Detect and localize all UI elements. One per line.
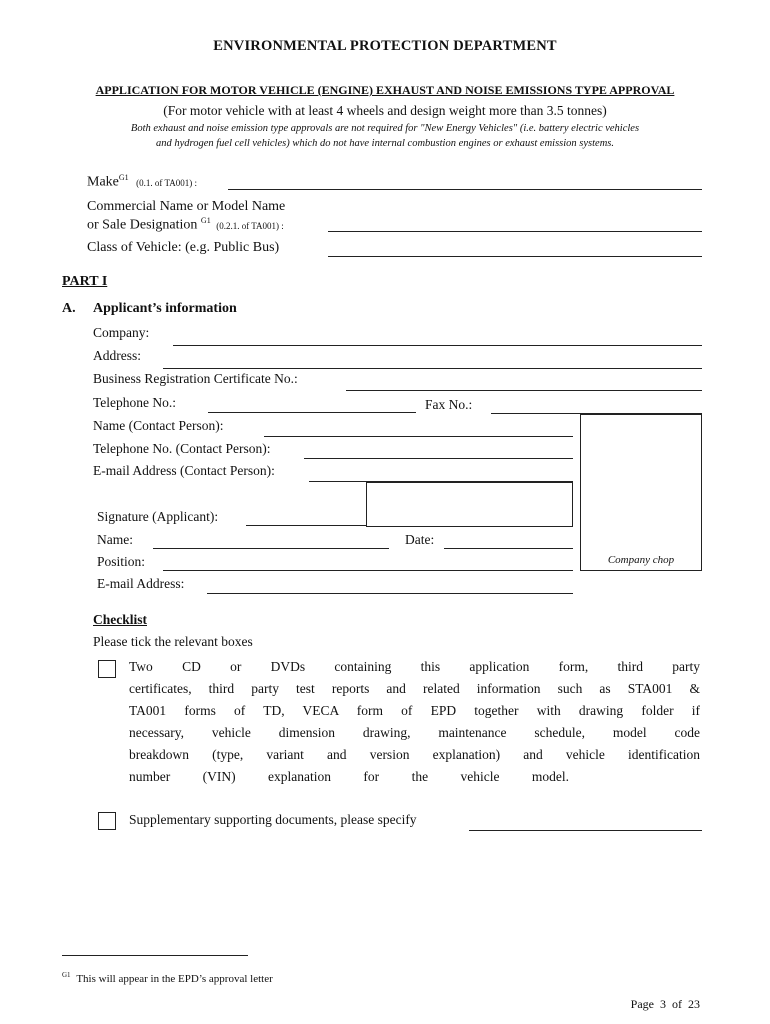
checklist-instruction: Please tick the relevant boxes [93, 634, 253, 649]
name-label: Name: [97, 532, 133, 547]
checklist-item1-line4: necessary, vehicle dimension drawing, maintenance schedule, model code [129, 725, 700, 740]
commercial-label-line1: Commercial Name or Model Name [87, 199, 286, 214]
contact-name-field[interactable] [264, 436, 573, 437]
commercial-ref: (0.2.1. of TA001) : [216, 220, 284, 231]
signature-field[interactable] [246, 525, 367, 526]
checklist-item1-line3: TA001 forms of TD, VECA form of EPD together with drawing folder if [129, 703, 700, 718]
date-field[interactable] [444, 548, 573, 549]
fax-label: Fax No.: [425, 397, 473, 412]
contact-name-label: Name (Contact Person): [93, 418, 224, 433]
department-title: ENVIRONMENTAL PROTECTION DEPARTMENT [213, 38, 557, 54]
brc-label: Business Registration Certificate No.: [93, 371, 298, 386]
part-title: PART I [62, 274, 108, 289]
telephone-label: Telephone No.: [93, 395, 177, 410]
checkbox-cd-dvd[interactable] [98, 660, 116, 678]
commercial-label-text: or Sale Designation [87, 217, 198, 233]
telephone-field[interactable] [208, 412, 416, 413]
email-field[interactable] [207, 593, 573, 594]
make-label [87, 173, 197, 191]
scope-text: (For motor vehicle with at least 4 wheels and design weight more than 3.5 tonnes) [163, 103, 607, 118]
footnote [62, 971, 273, 985]
class-field[interactable] [328, 256, 702, 257]
exemption-note-line1: Both exhaust and noise emission type approvals are not required for "New Energy Vehicles" (i.e. battery electric vehicles [130, 123, 640, 134]
footnote-separator [62, 955, 248, 956]
name-field[interactable] [153, 548, 389, 549]
address-field[interactable] [163, 368, 702, 369]
class-label: Class of Vehicle: (e.g. Public Bus) [87, 240, 280, 255]
page-number: Page 3 of 23 [630, 997, 700, 1011]
position-field[interactable] [163, 570, 573, 571]
footnote-sup: G1 [62, 971, 71, 979]
section-letter: A. [62, 301, 76, 316]
position-label: Position: [97, 554, 146, 569]
supplementary-field[interactable] [469, 830, 702, 831]
make-field[interactable] [228, 189, 702, 190]
make-label-text: Make [87, 174, 119, 190]
contact-tel-field[interactable] [304, 458, 573, 459]
checklist-item2: Supplementary supporting documents, please specify [129, 812, 417, 827]
checklist-item1-line1: Two CD or DVDs containing this application form, third party [129, 659, 700, 674]
signature-label: Signature (Applicant): [97, 509, 219, 524]
contact-email-label: E-mail Address (Contact Person): [93, 463, 275, 478]
footnote-text: This will appear in the EPD’s approval letter [76, 972, 273, 985]
company-field[interactable] [173, 345, 702, 346]
section-title: Applicant’s information [93, 301, 237, 316]
contact-tel-label: Telephone No. (Contact Person): [93, 441, 271, 456]
checkbox-supplementary[interactable] [98, 812, 116, 830]
checklist-item1-line6: number (VIN) explanation for the vehicle model. [129, 769, 569, 784]
commercial-label-line2 [87, 216, 284, 234]
commercial-sup: G1 [200, 216, 211, 225]
date-label: Date: [405, 532, 435, 547]
email-label: E-mail Address: [97, 576, 185, 591]
make-sup: G1 [118, 173, 129, 182]
company-chop-label: Company chop [607, 554, 675, 566]
checklist-item1-line5: breakdown (type, variant and version explanation) and vehicle identification [129, 747, 700, 762]
application-title: APPLICATION FOR MOTOR VEHICLE (ENGINE) EXHAUST AND NOISE EMISSIONS TYPE APPROVAL [95, 83, 675, 97]
company-chop-box[interactable] [580, 414, 702, 571]
checklist-title: Checklist [93, 612, 147, 627]
make-ref: (0.1. of TA001) : [136, 177, 198, 188]
brc-field[interactable] [346, 390, 702, 391]
checklist-item1-line2: certificates, third party test reports and related information such as STA001 & [129, 681, 700, 696]
signature-box[interactable] [366, 482, 573, 527]
exemption-note-line2: and hydrogen fuel cell vehicles) which do not have internal combustion engines or exhaust emission systems. [155, 138, 615, 149]
commercial-name-field[interactable] [328, 231, 702, 232]
company-label: Company: [93, 325, 150, 340]
address-label: Address: [93, 348, 141, 363]
